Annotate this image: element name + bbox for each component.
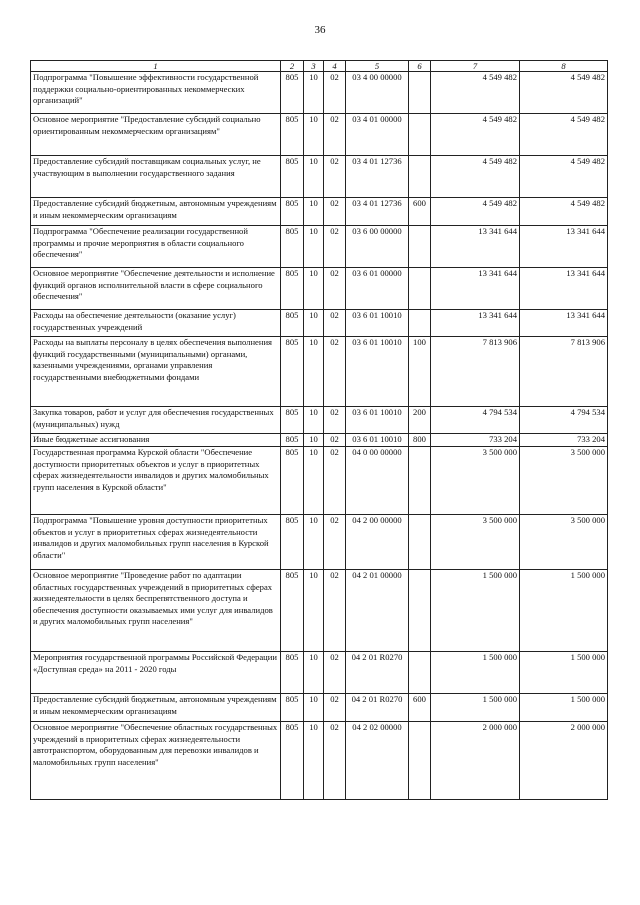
row-csr: 04 2 01 R0270: [346, 694, 409, 722]
row-gr: 805: [281, 156, 304, 198]
row-csr: 03 4 01 00000: [346, 114, 409, 156]
table-row: [31, 434, 608, 447]
row-pr: 02: [324, 72, 346, 114]
row-sum-1: 7 813 906: [431, 337, 520, 407]
table-row: [31, 515, 608, 570]
column-header: 2: [281, 61, 304, 72]
row-csr: 04 2 02 00000: [346, 722, 409, 800]
budget-table: [30, 60, 608, 800]
row-rz: 10: [304, 268, 324, 310]
row-vr: [409, 268, 431, 310]
row-sum-1: 1 500 000: [431, 570, 520, 652]
row-gr: 805: [281, 515, 304, 570]
table-row: [31, 310, 608, 337]
row-csr: 03 6 01 10010: [346, 434, 409, 447]
row-pr: 02: [324, 198, 346, 226]
table-row: [31, 72, 608, 114]
table-row: [31, 268, 608, 310]
table-row: [31, 198, 608, 226]
row-sum-1: 13 341 644: [431, 310, 520, 337]
row-pr: 02: [324, 268, 346, 310]
row-csr: 03 4 01 12736: [346, 198, 409, 226]
row-name: Предоставление субсидий бюджетным, автономным учреждениям и иным некоммерческим организациям: [31, 198, 281, 226]
row-vr: [409, 447, 431, 515]
row-csr: 04 2 01 R0270: [346, 652, 409, 694]
row-gr: 805: [281, 722, 304, 800]
row-sum-2: 1 500 000: [520, 652, 608, 694]
row-rz: 10: [304, 447, 324, 515]
row-gr: 805: [281, 72, 304, 114]
table-row: [31, 722, 608, 800]
row-csr: 04 2 00 00000: [346, 515, 409, 570]
row-vr: [409, 310, 431, 337]
row-gr: 805: [281, 570, 304, 652]
column-header: 7: [431, 61, 520, 72]
row-name: Предоставление субсидий поставщикам социальных услуг, не участвующим в выполнении государственного задания: [31, 156, 281, 198]
row-sum-2: 1 500 000: [520, 570, 608, 652]
row-sum-2: 2 000 000: [520, 722, 608, 800]
row-csr: 03 6 00 00000: [346, 226, 409, 268]
row-rz: 10: [304, 337, 324, 407]
row-vr: 100: [409, 337, 431, 407]
row-rz: 10: [304, 156, 324, 198]
row-vr: [409, 652, 431, 694]
row-pr: 02: [324, 694, 346, 722]
row-vr: [409, 72, 431, 114]
row-name: Мероприятия государственной программы Российской Федерации «Доступная среда» на 2011 - 2020 годы: [31, 652, 281, 694]
row-vr: [409, 515, 431, 570]
row-vr: [409, 114, 431, 156]
row-pr: 02: [324, 722, 346, 800]
row-vr: [409, 156, 431, 198]
table-row: [31, 226, 608, 268]
row-name: Государственная программа Курской области "Обеспечение доступности приоритетных объектов и услуг в приоритетных сферах жизнедеятельности инвалидов и других маломобильных групп населения в Курской области": [31, 447, 281, 515]
row-sum-2: 3 500 000: [520, 447, 608, 515]
row-vr: 600: [409, 694, 431, 722]
column-header: 6: [409, 61, 431, 72]
row-pr: 02: [324, 337, 346, 407]
row-rz: 10: [304, 515, 324, 570]
row-rz: 10: [304, 310, 324, 337]
row-sum-1: 733 204: [431, 434, 520, 447]
row-rz: 10: [304, 198, 324, 226]
column-header: 3: [304, 61, 324, 72]
row-rz: 10: [304, 652, 324, 694]
row-gr: 805: [281, 268, 304, 310]
table-row: [31, 337, 608, 407]
row-gr: 805: [281, 694, 304, 722]
page-number: 36: [314, 24, 326, 36]
table-row: [31, 694, 608, 722]
row-sum-1: 13 341 644: [431, 226, 520, 268]
row-pr: 02: [324, 226, 346, 268]
row-pr: 02: [324, 114, 346, 156]
row-sum-1: 4 794 534: [431, 407, 520, 434]
row-sum-1: 4 549 482: [431, 198, 520, 226]
row-sum-1: 1 500 000: [431, 652, 520, 694]
table-row: [31, 447, 608, 515]
row-pr: 02: [324, 570, 346, 652]
row-gr: 805: [281, 310, 304, 337]
row-gr: 805: [281, 434, 304, 447]
row-sum-2: 3 500 000: [520, 515, 608, 570]
row-pr: 02: [324, 652, 346, 694]
row-name: Подпрограмма "Повышение уровня доступности приоритетных объектов и услуг в приоритетных сферах жизнедеятельности инвалидов и других маломобильных групп населения в Курской области": [31, 515, 281, 570]
row-name: Основное мероприятие "Обеспечение областных государственных учреждений в приоритетных сферах жизнедеятельности автотранспортом, оборудованным для перевозки инвалидов и маломобильных групп населения": [31, 722, 281, 800]
row-sum-2: 13 341 644: [520, 310, 608, 337]
row-pr: 02: [324, 407, 346, 434]
row-rz: 10: [304, 722, 324, 800]
row-pr: 02: [324, 434, 346, 447]
row-name: Основное мероприятие "Предоставление субсидий социально ориентированным некоммерческим организациям": [31, 114, 281, 156]
row-sum-2: 4 549 482: [520, 198, 608, 226]
row-sum-1: 1 500 000: [431, 694, 520, 722]
row-csr: 03 6 01 10010: [346, 407, 409, 434]
row-vr: 200: [409, 407, 431, 434]
row-gr: 805: [281, 198, 304, 226]
row-rz: 10: [304, 570, 324, 652]
row-sum-2: 13 341 644: [520, 226, 608, 268]
row-pr: 02: [324, 156, 346, 198]
row-rz: 10: [304, 407, 324, 434]
row-name: Подпрограмма "Повышение эффективности государственной поддержки социально-ориентированных некоммерческих организаций": [31, 72, 281, 114]
row-gr: 805: [281, 226, 304, 268]
row-vr: 600: [409, 198, 431, 226]
row-csr: 03 6 01 10010: [346, 337, 409, 407]
row-csr: 03 6 01 10010: [346, 310, 409, 337]
row-sum-1: 4 549 482: [431, 114, 520, 156]
table-row: [31, 407, 608, 434]
row-gr: 805: [281, 652, 304, 694]
row-rz: 10: [304, 694, 324, 722]
row-name: Подпрограмма "Обеспечение реализации государственной программы и прочие мероприятия в области социального обеспечения": [31, 226, 281, 268]
row-sum-2: 4 794 534: [520, 407, 608, 434]
row-rz: 10: [304, 114, 324, 156]
table-row: [31, 114, 608, 156]
column-header: 4: [324, 61, 346, 72]
row-name: Основное мероприятие "Обеспечение деятельности и исполнение функций органов исполнительной власти в сфере социального обеспечения": [31, 268, 281, 310]
row-csr: 04 0 00 00000: [346, 447, 409, 515]
row-sum-2: 4 549 482: [520, 72, 608, 114]
row-name: Предоставление субсидий бюджетным, автономным учреждениям и иным некоммерческим организациям: [31, 694, 281, 722]
row-vr: 800: [409, 434, 431, 447]
row-pr: 02: [324, 310, 346, 337]
row-sum-1: 4 549 482: [431, 156, 520, 198]
row-sum-1: 3 500 000: [431, 515, 520, 570]
row-sum-2: 13 341 644: [520, 268, 608, 310]
column-header: 8: [520, 61, 608, 72]
row-gr: 805: [281, 447, 304, 515]
table-row: [31, 652, 608, 694]
row-csr: 03 4 00 00000: [346, 72, 409, 114]
row-name: Расходы на обеспечение деятельности (оказание услуг) государственных учреждений: [31, 310, 281, 337]
row-csr: 04 2 01 00000: [346, 570, 409, 652]
row-pr: 02: [324, 447, 346, 515]
table-row: [31, 570, 608, 652]
row-gr: 805: [281, 114, 304, 156]
row-gr: 805: [281, 337, 304, 407]
row-csr: 03 6 01 00000: [346, 268, 409, 310]
row-name: Основное мероприятие "Проведение работ по адаптации областных государственных учреждений в приоритетных сферах жизнедеятельности в целях беспрепятственного доступа и обеспечения доступности оказываемых ими услуг для инвалидов и других маломобильных групп населения": [31, 570, 281, 652]
table-header-row: [31, 61, 608, 72]
row-rz: 10: [304, 72, 324, 114]
row-name: Расходы на выплаты персоналу в целях обеспечения выполнения функций государственными (муниципальными) органами, казенными учреждениями, органами управления государственными внебюджетными фондами: [31, 337, 281, 407]
table-row: [31, 156, 608, 198]
column-header: 1: [31, 61, 281, 72]
row-sum-2: 4 549 482: [520, 156, 608, 198]
row-sum-1: 4 549 482: [431, 72, 520, 114]
row-sum-1: 3 500 000: [431, 447, 520, 515]
row-pr: 02: [324, 515, 346, 570]
row-sum-2: 733 204: [520, 434, 608, 447]
row-sum-2: 4 549 482: [520, 114, 608, 156]
row-sum-2: 7 813 906: [520, 337, 608, 407]
row-gr: 805: [281, 407, 304, 434]
row-vr: [409, 722, 431, 800]
row-sum-2: 1 500 000: [520, 694, 608, 722]
row-name: Иные бюджетные ассигнования: [31, 434, 281, 447]
row-vr: [409, 226, 431, 268]
row-rz: 10: [304, 434, 324, 447]
row-csr: 03 4 01 12736: [346, 156, 409, 198]
row-sum-1: 13 341 644: [431, 268, 520, 310]
row-vr: [409, 570, 431, 652]
column-header: 5: [346, 61, 409, 72]
row-name: Закупка товаров, работ и услуг для обеспечения государственных (муниципальных) нужд: [31, 407, 281, 434]
row-sum-1: 2 000 000: [431, 722, 520, 800]
row-rz: 10: [304, 226, 324, 268]
